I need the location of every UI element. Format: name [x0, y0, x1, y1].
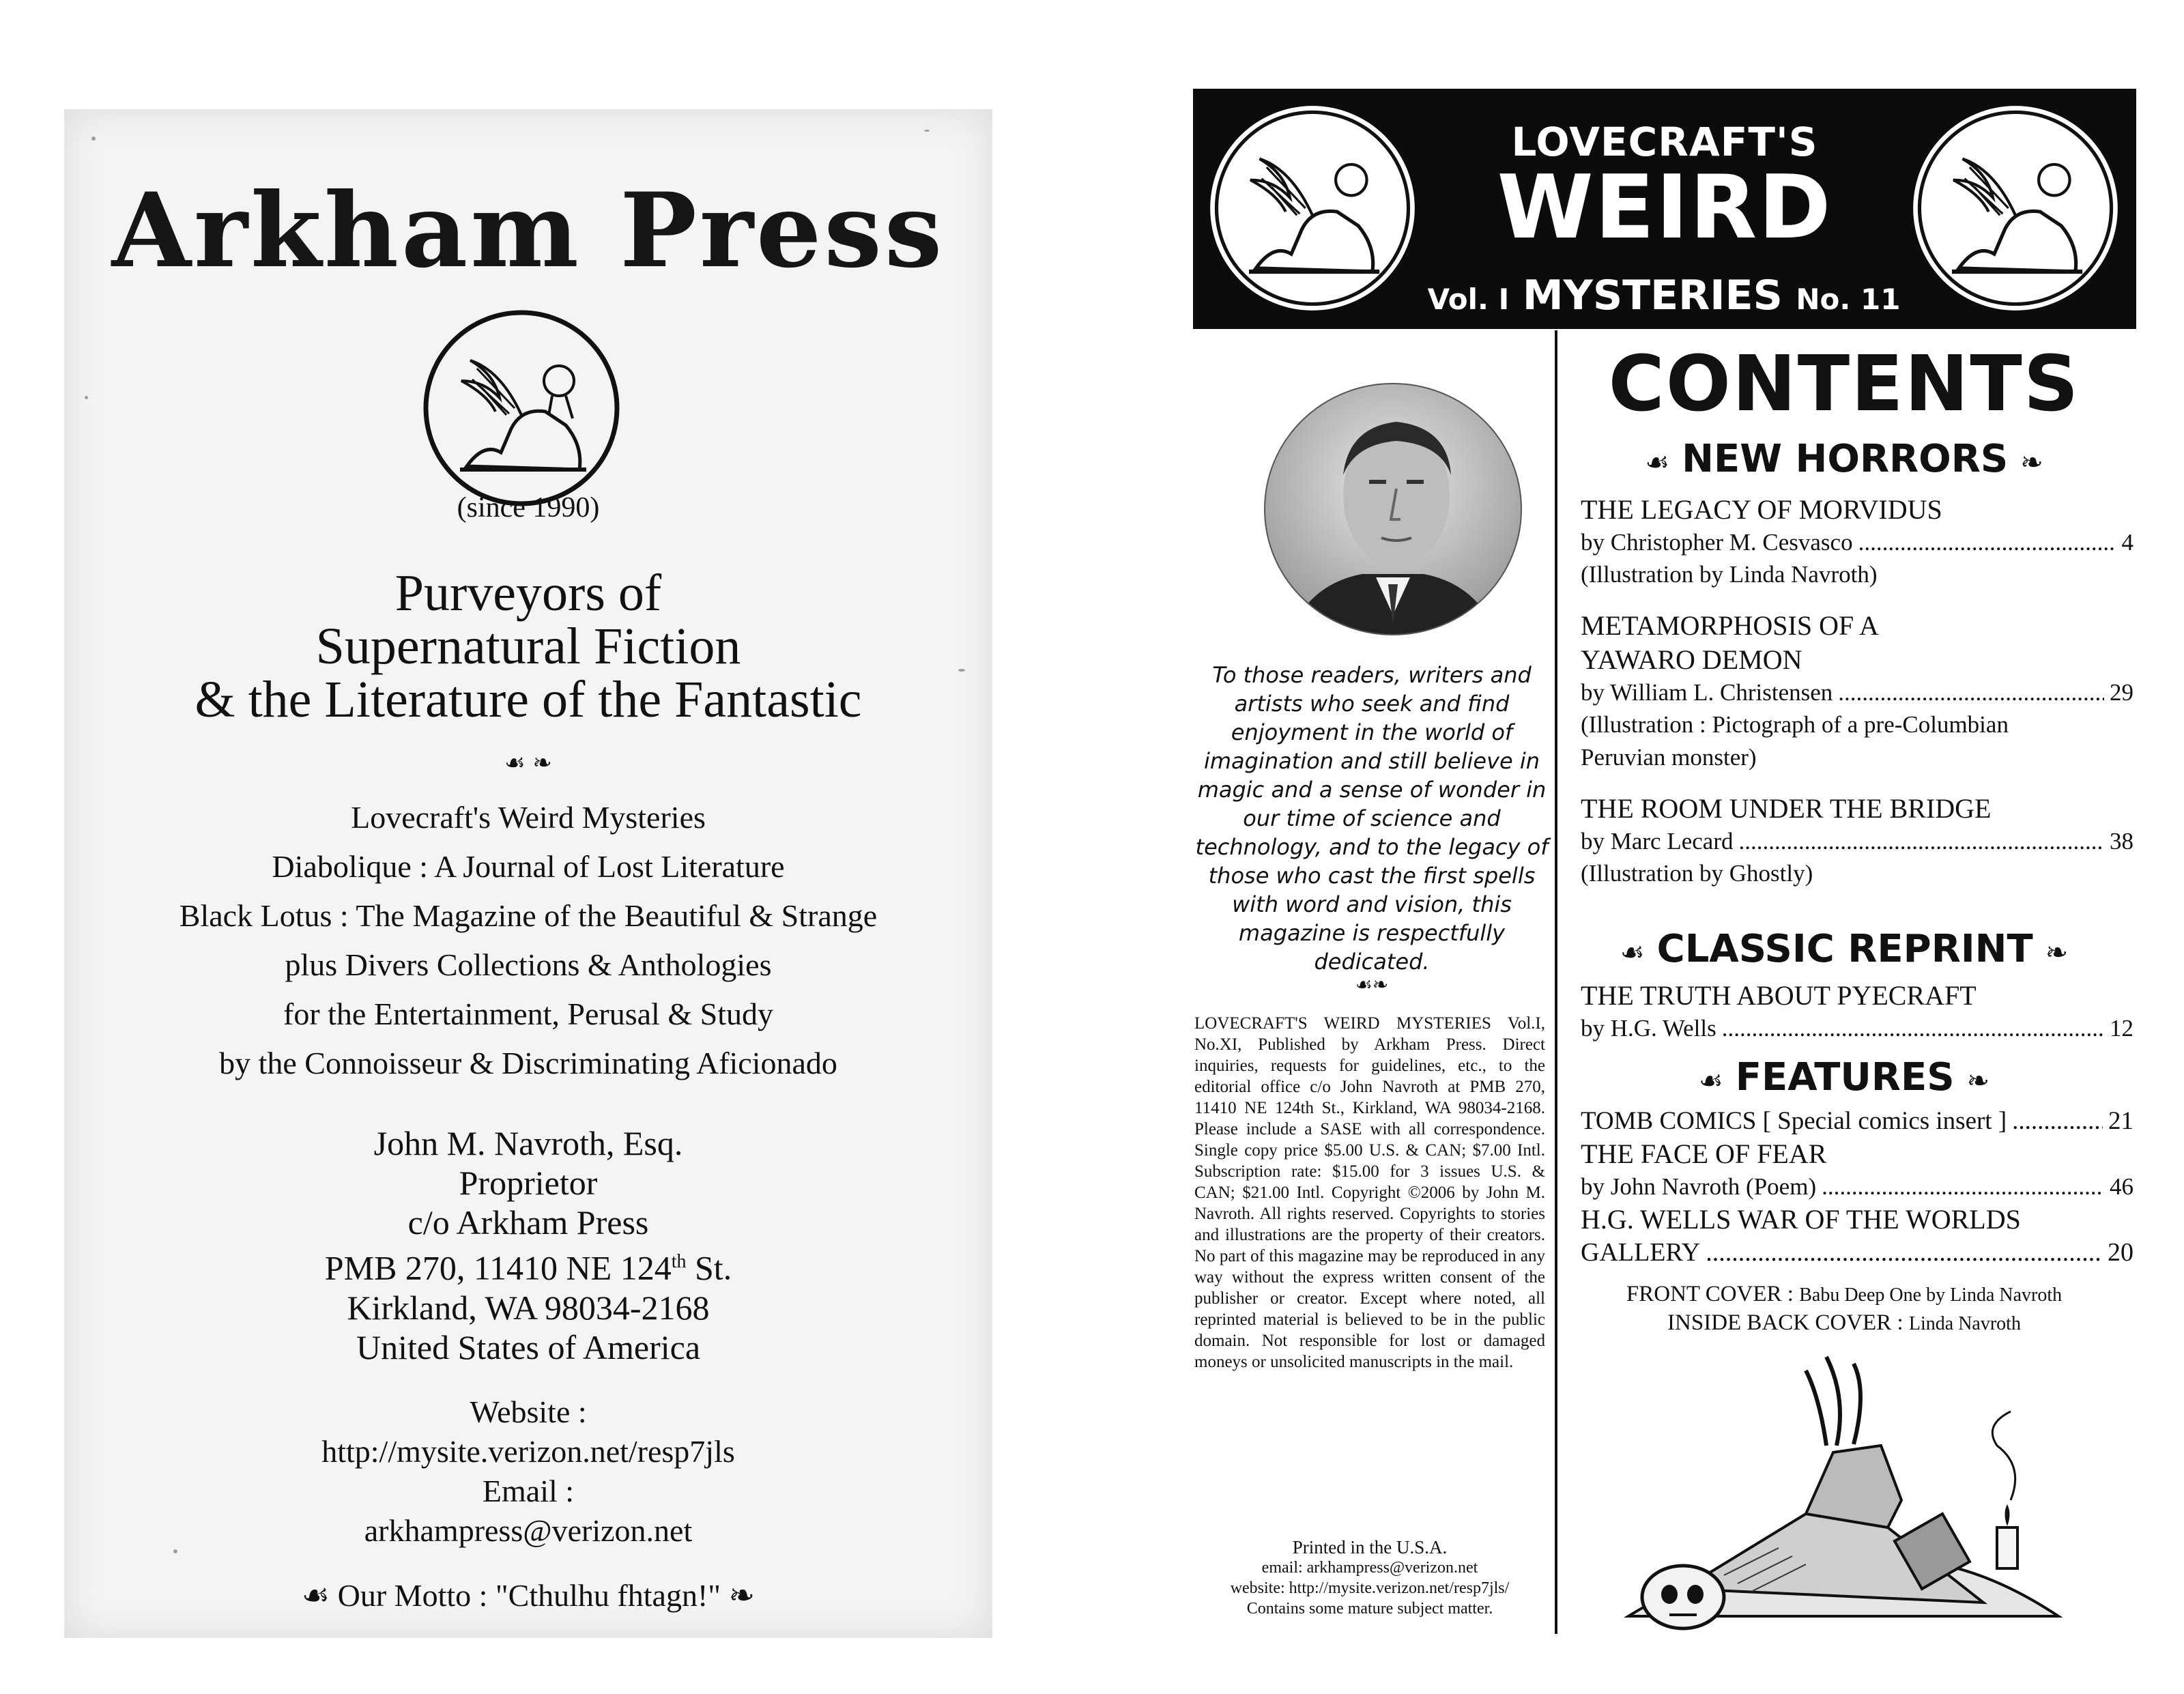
ornament-left-icon: ☙: [1698, 1065, 1723, 1097]
toc-byline: [1581, 1013, 2133, 1044]
toc-title: METAMORPHOSIS OF A: [1581, 610, 1879, 641]
street-suffix: th: [671, 1251, 687, 1272]
ornament-right-icon: ❧: [2045, 937, 2069, 968]
toc-page-number: 21: [2108, 1107, 2133, 1135]
toc-author: by H.G. Wells: [1581, 1015, 1716, 1042]
publication-line: for the Entertainment, Perusal & Study: [283, 996, 773, 1031]
toc-illustration-note: (Illustration : Pictograph of a pre-Columbian: [1581, 711, 2009, 738]
magazine-banner: [1193, 89, 2136, 329]
front-cover-credit: [1564, 1280, 2124, 1309]
toc-leader: [2012, 1106, 2103, 1137]
ornament-left-icon: ☙: [1645, 447, 1670, 478]
ornament-left-icon: ☙: [1620, 937, 1645, 968]
toc-leader: [1738, 826, 2104, 857]
contents-title: CONTENTS: [1608, 340, 2080, 429]
care-of: c/o Arkham Press: [407, 1203, 649, 1241]
toc-new-horrors: [1581, 493, 2133, 890]
email-label: Email :: [482, 1474, 575, 1508]
toc-illustration-note: (Illustration by Ghostly): [1581, 860, 1813, 887]
toc-leader: [1858, 527, 2116, 558]
volume-number: Vol. I: [1427, 283, 1510, 316]
toc-illustration-note: Peruvian monster): [1581, 744, 1757, 771]
toc-author: by Christopher M. Cesvasco: [1581, 529, 1853, 556]
toc-page-number: 38: [2110, 828, 2133, 855]
toc-byline: [1581, 527, 2133, 558]
website-label: Website :: [470, 1394, 587, 1429]
toc-title: THE LEGACY OF MORVIDUS: [1581, 494, 1942, 525]
banner-mysteries: MYSTERIES: [1522, 272, 1783, 319]
publication-line: Lovecraft's Weird Mysteries: [351, 800, 706, 835]
back-cover-credit: [1564, 1309, 2124, 1338]
city-line: Kirkland, WA 98034-2168: [347, 1288, 710, 1327]
toc-title: THE FACE OF FEAR: [1581, 1138, 1827, 1169]
proprietor-address: [64, 1123, 992, 1367]
author-portrait: [1260, 379, 1526, 639]
street-address: [64, 1242, 992, 1288]
toc-byline: [1581, 826, 2133, 857]
toc-title: H.G. WELLS WAR OF THE WORLDS: [1581, 1204, 2021, 1235]
colophon-footer: [1194, 1537, 1545, 1619]
toc-page-number: 12: [2110, 1015, 2133, 1042]
front-cover-label: FRONT COVER :: [1626, 1282, 1800, 1306]
front-cover-value: Babu Deep One by Linda Navroth: [1799, 1284, 2063, 1306]
colophon-text: LOVECRAFT'S WEIRD MYSTERIES Vol.I, No.XI, Published by Arkham Press. Direct inquiries, requests for guidelines, etc., to the editorial office c/o John Navroth at PMB 270, 11410 NE 124th St., Kirkland, WA 98034-2168. Please include a SASE with all correspondence. Single copy price $5.00 U.S. & CAN; $7.00 Intl. Subscription rate: $15.00 for 3 issues U.S. & CAN; $21.00 Intl. Copyright ©2006 by John M. Navroth. All rights reserved. Copyrights to stories and illustrations are the property of their creators. No part of this magazine may be reproduced in any way without the express written consent of the publisher or creator. Except where noted, all reprinted material is believed to be in the public domain. Not responsible for lost or damaged moneys or unsolicited manuscripts in the mail.: [1194, 1014, 1545, 1371]
street-text: PMB 270, 11410 NE 124: [324, 1248, 672, 1287]
ornament-right-icon: ❧: [2020, 447, 2043, 478]
toc-leader: [1822, 1171, 2104, 1203]
press-title: Arkham Press: [111, 171, 945, 291]
banner-weird: WEIRD: [1497, 157, 1833, 259]
tagline-line: Purveyors of: [394, 564, 662, 622]
section-heading-text: NEW HORRORS: [1682, 437, 2009, 481]
website-url: http://mysite.verizon.net/resp7jls: [321, 1434, 735, 1469]
toc-features: [1581, 1106, 2133, 1268]
column-divider: [1555, 330, 1557, 1634]
toc-classic-reprint: [1581, 979, 2133, 1044]
proprietor-name: John M. Navroth, Esq.: [373, 1124, 683, 1162]
print-speck: [924, 130, 930, 132]
section-heading-features: [1564, 1055, 2124, 1100]
toc-title: THE ROOM UNDER THE BRIDGE: [1581, 793, 1992, 824]
toc-illustration-note: (Illustration by Linda Navroth): [1581, 561, 1878, 588]
banner-lovecraft: LOVECRAFT'S: [1511, 119, 1818, 165]
publication-list: [64, 793, 992, 1088]
toc-byline: [1581, 677, 2133, 708]
print-speck: [91, 137, 96, 141]
section-heading-classic-reprint: [1564, 927, 2124, 971]
back-cover-value: Linda Navroth: [1908, 1313, 2021, 1334]
flourish-ornament: ☙❧: [1355, 973, 1389, 996]
flourish-ornament: ☙ ❧: [504, 749, 552, 777]
toc-page-number: 46: [2110, 1173, 2133, 1200]
issue-number: No. 11: [1796, 283, 1901, 316]
since-date: (since 1990): [457, 492, 600, 523]
proprietor-role: Proprietor: [459, 1164, 598, 1202]
street-end: St.: [686, 1248, 732, 1287]
back-cover-label: INSIDE BACK COVER :: [1667, 1310, 1909, 1335]
printed-in: Printed in the U.S.A.: [1292, 1537, 1448, 1557]
tagline-line: Supernatural Fiction: [315, 618, 741, 675]
publication-line: by the Connoisseur & Discriminating Aficionado: [219, 1046, 837, 1080]
toc-title: THE TRUTH ABOUT PYECRAFT: [1581, 980, 1977, 1011]
email-address: arkhampress@verizon.net: [364, 1513, 693, 1548]
cover-credits: [1564, 1280, 2124, 1338]
contact-block: [64, 1392, 992, 1551]
tagline-line: & the Literature of the Fantastic: [195, 671, 862, 728]
banner-volume-line: [1425, 272, 1903, 319]
toc-entry: [1581, 1237, 2133, 1268]
toc-author: by William L. Christensen: [1581, 679, 1833, 706]
ornament-right-icon: ❧: [1966, 1065, 1990, 1097]
toc-page-number: 29: [2110, 679, 2133, 706]
toc-page-number: 4: [2121, 529, 2133, 556]
country-line: United States of America: [356, 1327, 701, 1366]
content-note: Contains some mature subject matter.: [1246, 1600, 1493, 1618]
colophon-email: email: arkhampress@verizon.net: [1261, 1559, 1478, 1577]
section-heading-new-horrors: [1564, 437, 2124, 481]
toc-page-number: 20: [2108, 1238, 2133, 1267]
toc-author: by John Navroth (Poem): [1581, 1173, 1817, 1200]
toc-entry: [1581, 1106, 2133, 1137]
skull-and-books-illustration: [1601, 1343, 2079, 1637]
toc-title: YAWARO DEMON: [1581, 644, 1802, 675]
motto: ☙ Our Motto : "Cthulhu fhtagn!" ❧: [301, 1578, 756, 1613]
section-heading-text: CLASSIC REPRINT: [1656, 927, 2033, 971]
colophon-website: website: http://mysite.verizon.net/resp7jls/: [1230, 1579, 1510, 1597]
toc-leader: [1706, 1237, 2102, 1268]
toc-author: by Marc Lecard: [1581, 828, 1734, 855]
toc-title: TOMB COMICS [ Special comics insert ]: [1581, 1107, 2007, 1135]
publication-line: Black Lotus : The Magazine of the Beautiful & Strange: [179, 898, 878, 933]
print-speck: [85, 396, 88, 399]
toc-byline: [1581, 1171, 2133, 1203]
publication-line: plus Divers Collections & Anthologies: [285, 947, 772, 982]
dedication-text: To those readers, writers and artists who seek and find enjoyment in the world of imagination and still believe in magic and a sense of wonder in our time of science and technology, and to the legacy of those who cast the first spells with word and vision, this magazine is respectfully dedicated.: [1195, 662, 1549, 975]
toc-title: GALLERY: [1581, 1238, 1701, 1267]
arkham-press-flyer-page: [64, 109, 992, 1638]
toc-leader: [1838, 677, 2104, 708]
publication-line: Diabolique : A Journal of Lost Literature: [272, 849, 785, 884]
sphinx-emblem-icon: [419, 306, 624, 511]
toc-leader: [1722, 1013, 2104, 1044]
tagline: [64, 566, 992, 726]
section-heading-text: FEATURES: [1735, 1055, 1955, 1100]
